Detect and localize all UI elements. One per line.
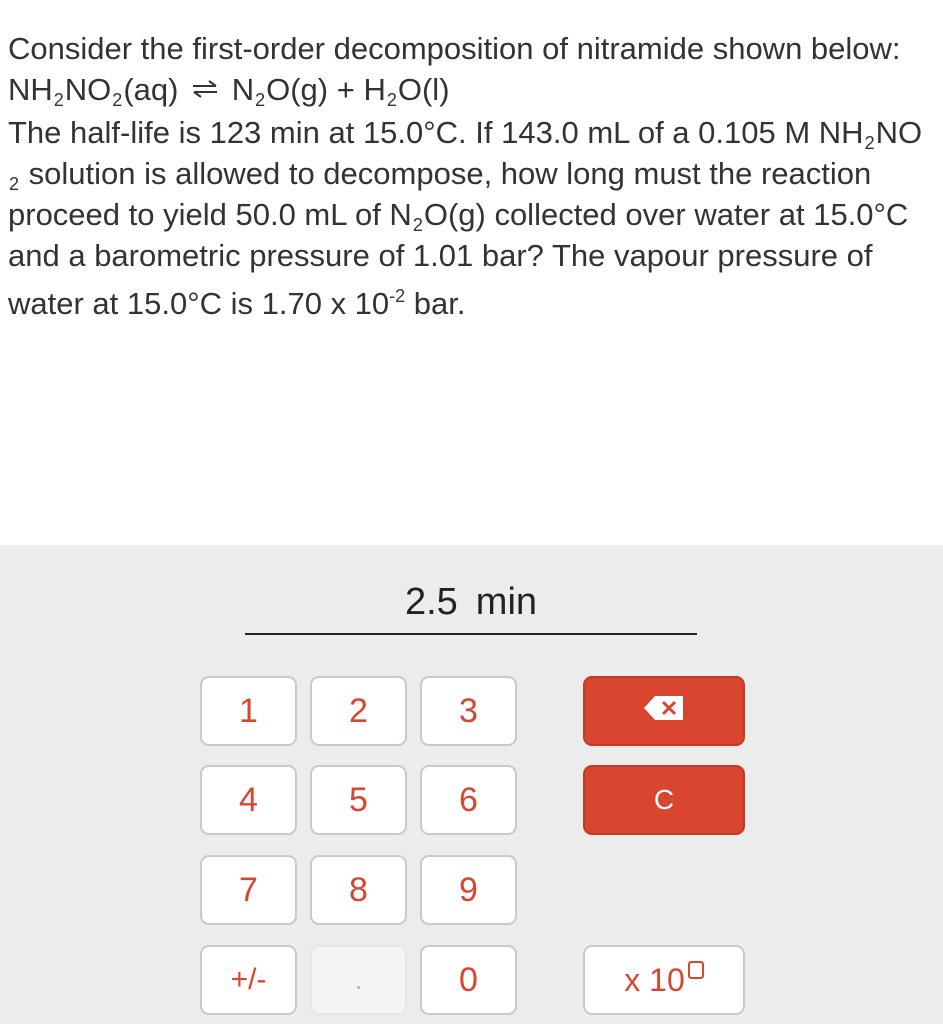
- formula-subscript: 2: [412, 215, 423, 236]
- question-text-segment: bar.: [405, 286, 466, 322]
- key-0[interactable]: 0: [420, 945, 517, 1015]
- reactant-part: NH: [8, 72, 53, 107]
- clear-button[interactable]: C: [583, 765, 745, 835]
- formula-subscript: 2: [9, 174, 20, 195]
- plus-sign: +: [336, 72, 355, 107]
- reactant-subscript: 2: [53, 90, 64, 110]
- backspace-button[interactable]: [583, 676, 745, 746]
- exponent-button[interactable]: [583, 945, 745, 1015]
- product-water: [363, 72, 450, 110]
- key-1[interactable]: 1: [200, 676, 297, 746]
- product-part: O(l): [397, 72, 450, 107]
- backspace-icon: [643, 677, 685, 743]
- key-5[interactable]: 5: [310, 765, 407, 835]
- key-6[interactable]: 6: [420, 765, 517, 835]
- reaction-equation: [8, 69, 933, 112]
- question-text-segment: collected over water at 15.0°C and a barometric pressure of 1.01 bar? The vapour pressure of water at 15.0°C is 1.70 x 10: [8, 197, 909, 322]
- reactant-subscript: 2: [112, 90, 123, 110]
- product-part: O(g): [266, 72, 329, 107]
- product-nitrous-oxide: [231, 72, 329, 110]
- formula-part: NH: [818, 115, 864, 151]
- key-7[interactable]: 7: [200, 855, 297, 925]
- question-text: [8, 28, 933, 324]
- formula-part: N: [389, 197, 412, 233]
- question-text-segment: solution is allowed to decompose, how long must the reaction proceed to yield 50.0 mL of: [8, 156, 872, 233]
- calculator-panel: [0, 545, 943, 1024]
- decimal-point-button[interactable]: .: [310, 945, 407, 1015]
- formula-part: NO: [875, 115, 923, 151]
- exponent-superscript: -2: [389, 286, 406, 307]
- key-2[interactable]: 2: [310, 676, 407, 746]
- product-part: N: [231, 72, 255, 107]
- answer-unit: min: [475, 581, 538, 623]
- key-9[interactable]: 9: [420, 855, 517, 925]
- question-intro: Consider the first-order decomposition of nitramide shown below:: [8, 31, 901, 66]
- key-3[interactable]: 3: [420, 676, 517, 746]
- key-8[interactable]: 8: [310, 855, 407, 925]
- formula-part: O(g): [423, 197, 486, 233]
- question-text-segment: The half-life is 123 min at 15.0°C. If 143.0 mL of a 0.105 M: [8, 115, 819, 151]
- answer-field[interactable]: [245, 575, 697, 635]
- product-subscript: 2: [386, 90, 397, 110]
- reactant-part: NO: [64, 72, 112, 107]
- product-subscript: 2: [255, 90, 266, 110]
- equilibrium-arrow-icon: [191, 68, 219, 109]
- nitrous-oxide-formula: [389, 197, 486, 236]
- product-part: H: [363, 72, 386, 107]
- reactant-state: (aq): [123, 72, 179, 107]
- answer-value: 2.5: [404, 581, 458, 623]
- exponent-button-label: x 10: [624, 962, 685, 998]
- formula-subscript: 2: [864, 133, 875, 154]
- sign-toggle-button[interactable]: +/-: [200, 945, 297, 1015]
- exponent-box-icon: [688, 961, 704, 979]
- question-body: [8, 112, 933, 324]
- reactant-nitramide: [8, 72, 179, 110]
- key-4[interactable]: 4: [200, 765, 297, 835]
